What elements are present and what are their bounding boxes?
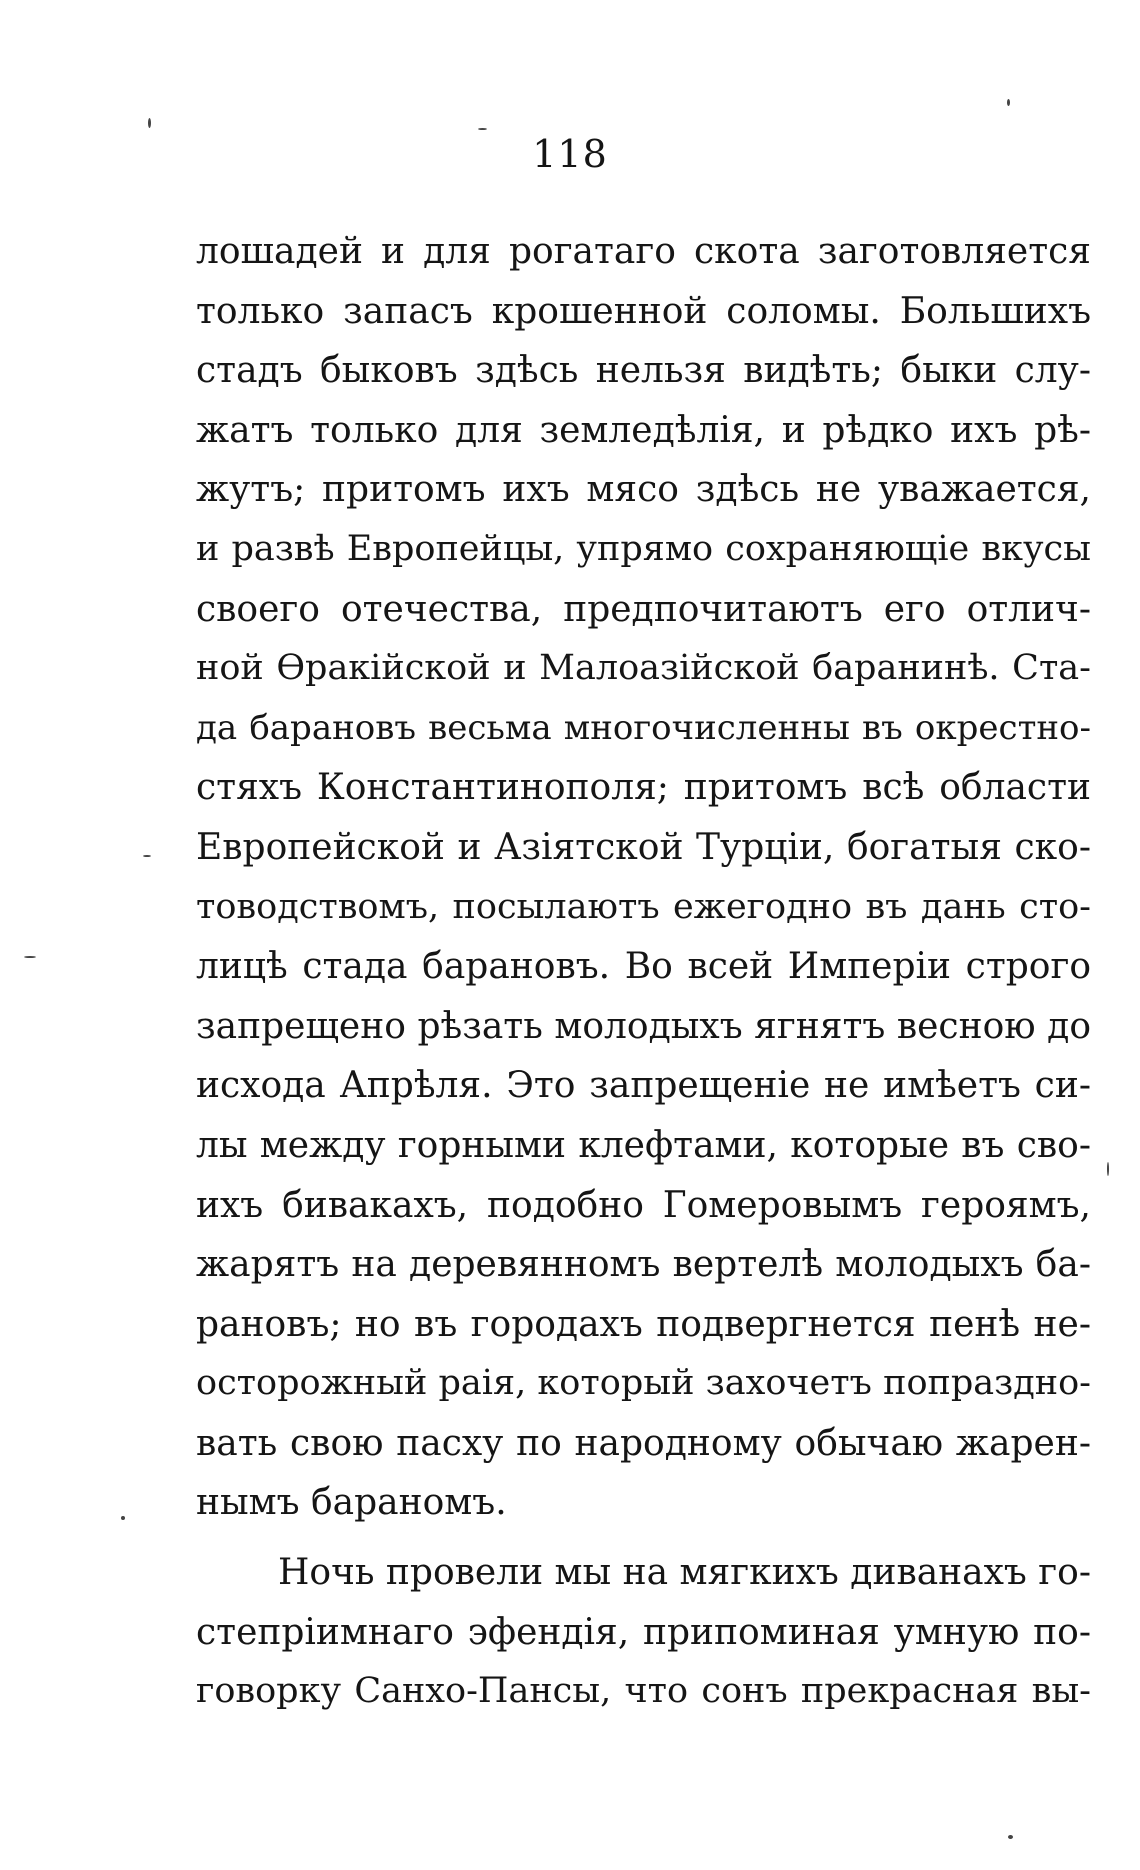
text-line: говорку Санхо-Пансы, что сонъ прекрасная вы- [196,1671,1091,1712]
paragraph-1 [196,222,1091,1533]
text-line: жутъ; притомъ ихъ мясо здѣсь не уважается, [196,469,1091,511]
text-line: да барановъ весьма многочисленны въ окрестно- [196,707,1091,748]
text-line: Ночь провели мы на мягкихъ диванахъ го- [278,1552,1091,1594]
text-line: Европейской и Азіятской Турціи, богатыя ско- [196,826,1091,868]
text-line: рановъ; но въ городахъ подвергнется пенѣ не- [196,1303,1091,1345]
text-line: осторожный раія, который захочетъ попраздно- [196,1363,1091,1404]
scan-speck [143,855,151,857]
text-line: только запасъ крошенной соломы. Большихъ [196,290,1091,332]
text-line: запрещено рѣзать молодыхъ ягнятъ весною до [196,1005,1091,1047]
text-line: лицѣ стада барановъ. Во всей Имперіи строго [196,946,1091,988]
scan-speck [478,128,487,130]
paragraph-2 [196,1543,1091,1722]
page-number: 118 [532,132,608,176]
text-line: жарятъ на деревянномъ вертелѣ молодыхъ ба- [196,1244,1091,1286]
text-line: стадъ быковъ здѣсь нельзя видѣть; быки слу- [196,350,1091,392]
text-line: стяхъ Константинополя; притомъ всѣ области [196,767,1091,809]
scan-speck [148,118,151,128]
body-text [196,222,1091,1722]
text-line: лошадей и для рогатаго скота заготовляется [196,231,1091,272]
text-line: ихъ бивакахъ, подобно Гомеровымъ героямъ, [196,1184,1091,1226]
text-line: ной Ѳракійской и Малоазійской баранинѣ. Ста- [196,648,1091,689]
scan-speck [1107,1162,1109,1176]
text-line: лы между горными клефтами, которые въ сво- [196,1124,1091,1166]
text-line: и развѣ Европейцы, упрямо сохраняющіе вкусы [196,528,1091,569]
text-line: товодствомъ, посылаютъ ежегодно въ дань сто- [196,886,1091,927]
text-line: своего отечества, предпочитаютъ его отлич- [196,588,1091,630]
scan-speck [1007,99,1010,106]
scan-speck [1008,1835,1013,1839]
text-line: жатъ только для земледѣлія, и рѣдко ихъ рѣ- [196,409,1091,451]
text-line: вать свою пасху по народному обычаю жарен- [196,1422,1091,1464]
text-line: нымъ бараномъ. [196,1482,507,1524]
scan-speck [24,956,36,958]
text-line: степріимнаго эфендія, припоминая умную по- [196,1611,1091,1653]
text-line: исхода Апрѣля. Это запрещеніе не имѣетъ си- [196,1065,1091,1107]
scan-speck [121,1516,125,1520]
